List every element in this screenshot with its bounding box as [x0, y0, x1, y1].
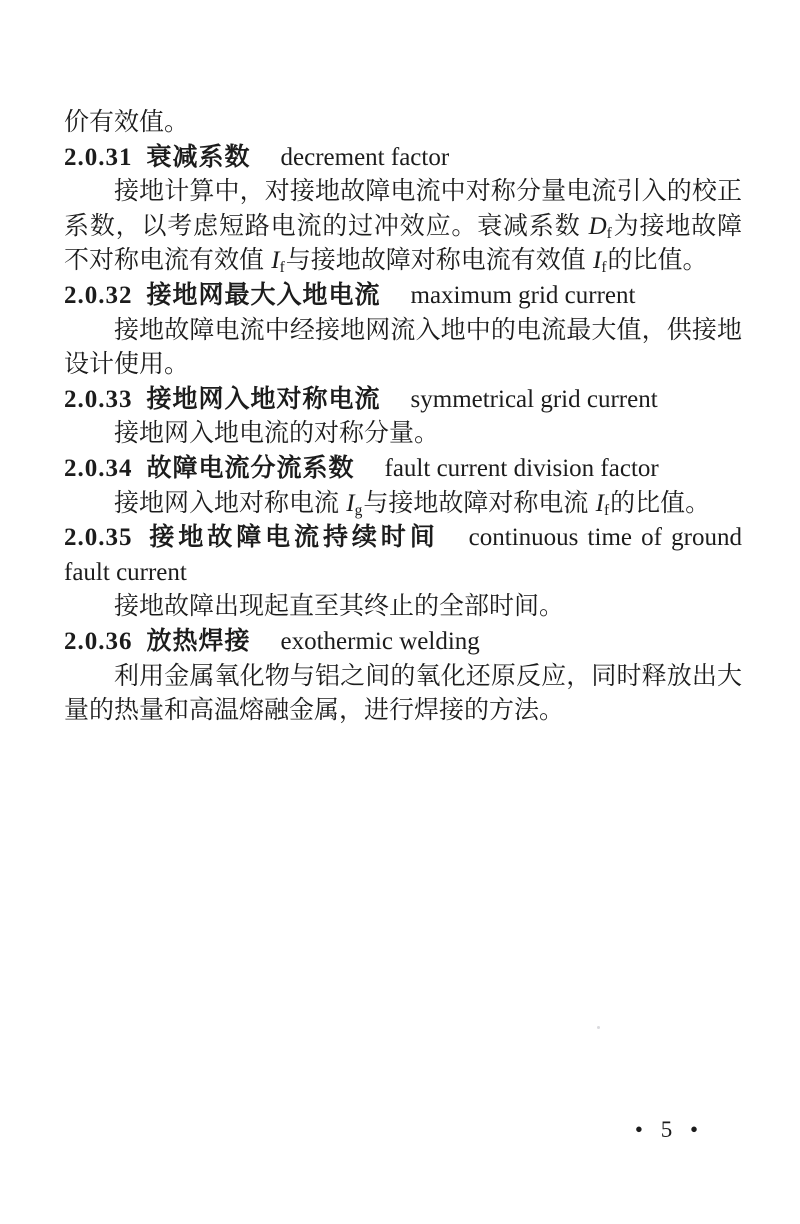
term-name-en: exothermic welding [280, 627, 480, 655]
term-entry [64, 383, 742, 452]
term-definition: 接地网入地电流的对称分量。 [114, 420, 440, 448]
term-heading [64, 383, 742, 418]
term-name-en: symmetrical grid current [410, 385, 658, 413]
term-entry [64, 521, 742, 625]
term-heading [64, 625, 742, 660]
term-number: 2.0.36 [64, 627, 133, 655]
terms-list [64, 141, 742, 729]
term-entry [64, 625, 742, 729]
math-variable: $I_f$ [271, 247, 285, 277]
term-name-en: decrement factor [280, 143, 450, 171]
term-name-zh: 放热焊接 [146, 627, 251, 655]
term-heading [64, 141, 742, 176]
term-entry [64, 141, 742, 279]
continuation-line: 价有效值。 [64, 109, 190, 136]
term-name-zh: 故障电流分流系数 [146, 454, 355, 482]
math-variable: $I_f$ [593, 247, 607, 277]
term-name-en: continuous time of ground fault current [64, 524, 742, 586]
term-name-zh: 接地故障电流持续时间 [146, 524, 439, 552]
term-number: 2.0.34 [64, 454, 133, 482]
term-definition: 接地故障出现起直至其终止的全部时间。 [114, 593, 565, 621]
term-heading [64, 452, 742, 487]
term-heading [64, 521, 742, 590]
page-body-text [64, 106, 742, 729]
page-number: • 5 • [634, 1117, 700, 1142]
math-variable: $I_f$ [595, 489, 610, 519]
term-number: 2.0.33 [64, 385, 133, 413]
term-heading [64, 279, 742, 314]
term-entry [64, 279, 742, 383]
scan-artifact-dot [597, 1026, 600, 1029]
term-name-zh: 衰减系数 [146, 143, 251, 171]
math-variable: $I_g$ [346, 489, 363, 519]
term-entry [64, 452, 742, 521]
term-definition: 接地故障电流中经接地网流入地中的电流最大值，供接地设计使用。 [64, 316, 742, 379]
term-number: 2.0.35 [64, 524, 133, 552]
term-definition: 利用金属氧化物与铝之间的氧化还原反应，同时释放出大量的热量和高温熔融金属，进行焊接的方法。 [64, 662, 742, 725]
term-name-en: fault current division factor [384, 454, 659, 482]
term-number: 2.0.31 [64, 143, 133, 171]
term-name-zh: 接地网入地对称电流 [146, 385, 381, 413]
term-name-zh: 接地网最大入地电流 [146, 281, 381, 309]
term-number: 2.0.32 [64, 281, 133, 309]
term-definition: 接地网入地对称电流 $I_g$与接地故障对称电流 $I_f$的比值。 [114, 489, 711, 519]
math-variable: $D_f$ [588, 212, 612, 242]
term-name-en: maximum grid current [410, 281, 636, 309]
term-definition: 接地计算中，对接地故障电流中对称分量电流引入的校正系数，以考虑短路电流的过冲效应。衰减系数 $D_f$为接地故障不对称电流有效值 $I_f$与接地故障对称电流有效值 $I_f$的比值。 [64, 178, 742, 277]
